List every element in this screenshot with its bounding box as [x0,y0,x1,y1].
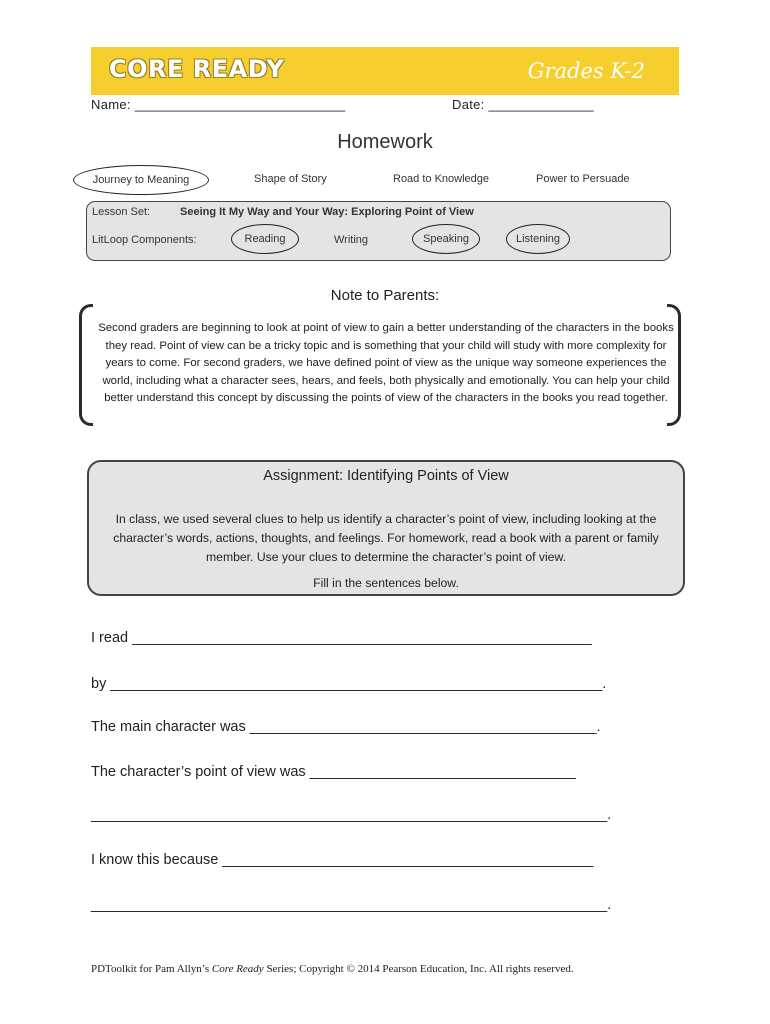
fill-line-i-know[interactable]: I know this because ______________________________________________ [91,852,594,868]
grades-label: Grades K-2 [527,59,645,83]
assignment-body: In class, we used several clues to help us identify a character’s point of view, including looking at the character’s words, actions, thoughts, and feelings. For homework, read a book with a parent or family member. Use your clues to determine the character’s point of view. [113,512,659,564]
litloop-components-label: LitLoop Components: [92,234,197,246]
fill-line-point-of-view-cont[interactable]: ________________________________________________________________. [91,807,612,823]
type-shape-of-story: Shape of Story [254,173,327,185]
brand-logo: CORE READY [109,55,285,83]
date-field[interactable]: Date: ______________ [452,97,594,112]
lesson-box [86,201,671,261]
footer-prefix: PDToolkit for Pam Allyn’s [91,963,212,975]
fill-line-main-character[interactable]: The main character was ___________________________________________. [91,719,601,735]
fill-line-point-of-view[interactable]: The character’s point of view was _________________________________ [91,764,576,780]
component-speaking: Speaking [423,233,469,245]
name-field[interactable]: Name: ____________________________ [91,97,346,112]
lesson-set-title: Seeing It My Way and Your Way: Exploring Point of View [180,206,474,218]
component-reading: Reading [244,233,286,245]
note-to-parents-title: Note to Parents: [330,287,440,304]
fill-line-by[interactable]: by _____________________________________________________________. [91,676,607,692]
fill-line-i-read[interactable]: I read _________________________________________________________ [91,630,592,646]
type-power-to-persuade: Power to Persuade [536,173,630,185]
assignment-box [87,460,685,596]
note-to-parents-body: Second graders are beginning to look at point of view to gain a better understanding of the characters in the books they read. Point of view can be a tricky topic and is something that your child will study with more complexity for years to come. For second graders, we have defined point of view as the unique way someone experiences the world, including what a character sees, hears, and feels, both physically and emotionally. You can help your child better understand this concept by discussing the points of view of the characters in the books you read together. [98,322,674,405]
type-road-to-knowledge: Road to Knowledge [393,173,490,185]
component-listening: Listening [515,233,561,245]
type-journey-to-meaning: Journey to Meaning [92,174,190,186]
assignment-title: Assignment: Identifying Points of View [263,468,509,484]
component-reading-circled [231,224,299,254]
core-ready-banner [91,47,679,95]
lesson-set-label: Lesson Set: [92,206,151,218]
component-speaking-circled [412,224,480,254]
fill-line-i-know-cont[interactable]: ________________________________________________________________. [91,897,612,913]
footer-series: Core Ready [211,963,264,975]
component-writing: Writing [334,234,369,246]
component-listening-circled [506,224,570,254]
footer-suffix: Series; Copyright © 2014 Pearson Education, Inc. All rights reserved. [263,963,574,975]
page-title: Homework [337,131,433,153]
copyright-footer [91,963,574,975]
assignment-instruction: Fill in the sentences below. [313,576,459,590]
type-journey-to-meaning-circled [73,165,209,195]
